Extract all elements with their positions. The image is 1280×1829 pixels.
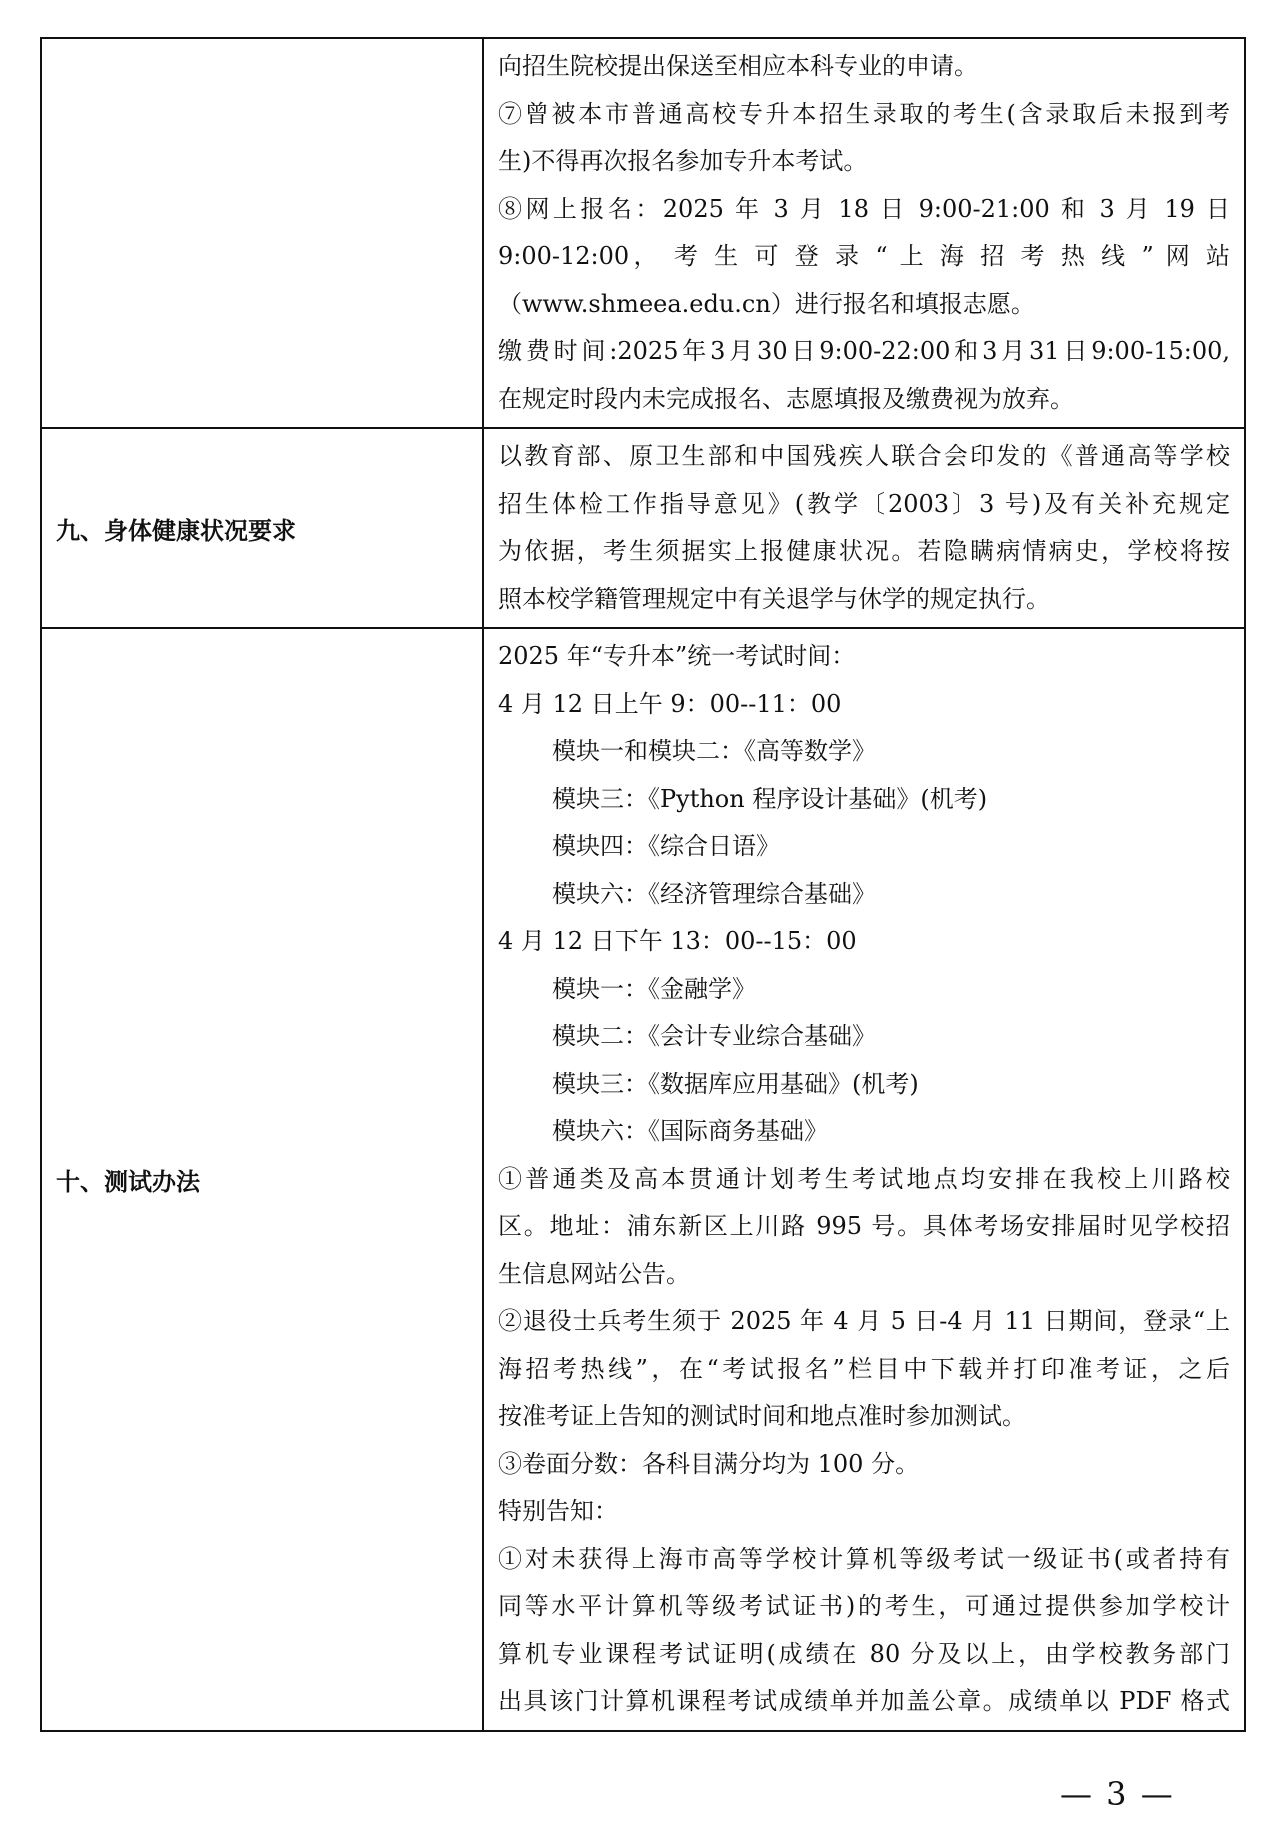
row10-line: 同等水平计算机等级考试证书)的考生，可通过提供参加学校计 xyxy=(498,1592,1230,1620)
row8-line: 向招生院校提出保送至相应本科专业的申请。 xyxy=(498,52,978,80)
section-title-health: 九、身体健康状况要求 xyxy=(56,516,296,545)
row10-line: ①对未获得上海市高等学校计算机等级考试一级证书(或者持有 xyxy=(498,1544,1230,1573)
module-line: 模块二：《会计专业综合基础》 xyxy=(552,1022,876,1050)
row10-line: ①普通类及高本贯通计划考生考试地点均安排在我校上川路校 xyxy=(498,1164,1230,1193)
row8-title-cell xyxy=(41,38,483,428)
module-line: 模块一和模块二：《高等数学》 xyxy=(552,737,876,765)
module-line: 模块六：《经济管理综合基础》 xyxy=(552,879,876,908)
row9-title-cell xyxy=(41,428,483,628)
row8-line: 缴费时间:2025年3月30日9:00-22:00和3月31日9:00-15:00, xyxy=(498,337,1230,365)
module-line: 模块三：《Python 程序设计基础》(机考) xyxy=(552,784,988,813)
row8-line: 9:00-12:00， 考 生 可 登 录 “ 上 海 招 考 热 线 ” 网 站 xyxy=(498,242,1230,270)
row9-line: 为依据，考生须据实上报健康状况。若隐瞒病情病史，学校将按 xyxy=(498,537,1230,565)
table-row xyxy=(41,628,1245,1731)
module-line: 模块六：《国际商务基础》 xyxy=(552,1117,828,1145)
row9-line: 以教育部、原卫生部和中国残疾人联合会印发的《普通高等学校 xyxy=(498,442,1230,470)
row10-line: 生信息网站公告。 xyxy=(498,1259,690,1288)
row10-line: 4 月 12 日上午 9：00--11：00 xyxy=(498,689,842,718)
row10-line: 算机专业课程考试证明(成绩在 80 分及以上，由学校教务部门 xyxy=(498,1639,1230,1668)
row9-line: 招生体检工作指导意见》(教学〔2003〕3 号)及有关补充规定 xyxy=(498,489,1230,518)
row10-line: 区。地址：浦东新区上川路 995 号。具体考场安排届时见学校招 xyxy=(498,1212,1230,1240)
row10-line: 出具该门计算机课程考试成绩单并加盖公章。成绩单以 PDF 格式 xyxy=(498,1687,1230,1715)
row10-title-cell xyxy=(41,628,483,1731)
row9-line: 照本校学籍管理规定中有关退学与休学的规定执行。 xyxy=(498,584,1050,613)
module-line: 模块三：《数据库应用基础》(机考) xyxy=(552,1069,919,1098)
row10-line: 2025 年“专升本”统一考试时间： xyxy=(498,642,856,670)
table-row xyxy=(41,428,1245,628)
row10-line: 4 月 12 日下午 13：00--15：00 xyxy=(498,927,857,955)
admission-table xyxy=(40,37,1246,1732)
table-row xyxy=(41,38,1245,428)
section-title-testing: 十、测试办法 xyxy=(56,1167,200,1196)
page-number: — 3 — xyxy=(1060,1775,1175,1813)
row9-content-cell xyxy=(483,428,1245,628)
row10-line: 特别告知： xyxy=(498,1497,618,1525)
row10-line: ②退役士兵考生须于 2025 年 4 月 5 日-4 月 11 日期间，登录“上 xyxy=(498,1307,1230,1335)
module-line: 模块一：《金融学》 xyxy=(552,974,756,1003)
row8-line: ⑧网上报名：2025 年 3 月 18 日 9:00-21:00 和 3 月 19 日 xyxy=(498,194,1230,223)
row10-line: ③卷面分数：各科目满分均为 100 分。 xyxy=(498,1449,920,1478)
row10-line: 海招考热线”，在“考试报名”栏目中下载并打印准考证，之后 xyxy=(498,1354,1230,1383)
row8-line: ⑦曾被本市普通高校专升本招生录取的考生(含录取后未报到考 xyxy=(498,99,1230,128)
row8-line: 生)不得再次报名参加专升本考试。 xyxy=(498,147,868,175)
row10-line: 按准考证上告知的测试时间和地点准时参加测试。 xyxy=(498,1402,1026,1430)
row8-content-cell xyxy=(483,38,1245,428)
row8-line: 在规定时段内未完成报名、志愿填报及缴费视为放弃。 xyxy=(498,384,1074,413)
module-line: 模块四：《综合日语》 xyxy=(552,832,780,860)
row8-line: （www.shmeea.edu.cn）进行报名和填报志愿。 xyxy=(498,289,1035,318)
row10-content-cell xyxy=(483,628,1245,1731)
